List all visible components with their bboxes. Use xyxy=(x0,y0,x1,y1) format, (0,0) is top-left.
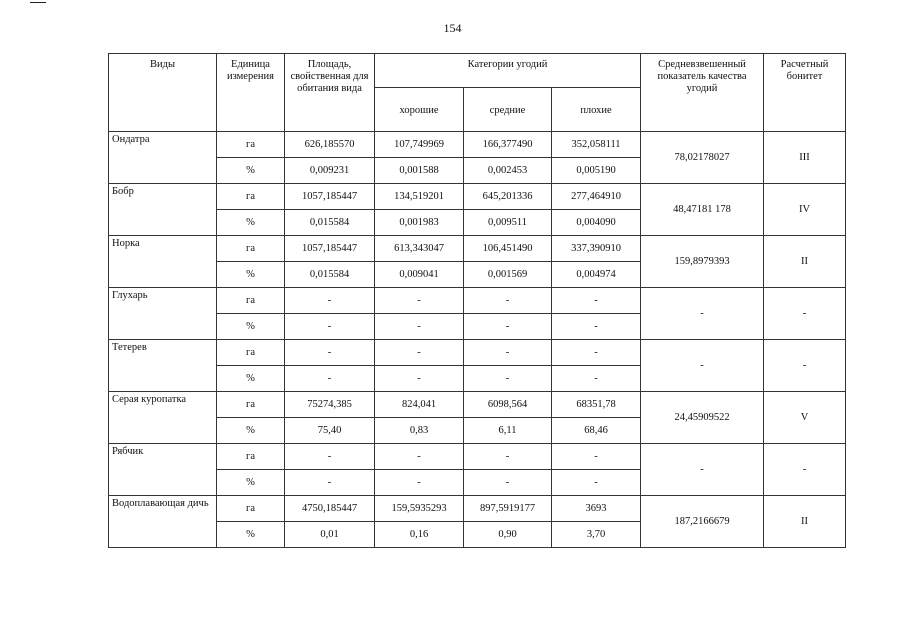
bad-cell: 3693 xyxy=(552,496,641,522)
table-row xyxy=(109,132,846,158)
medium-cell: 166,377490 xyxy=(464,132,552,158)
table-row xyxy=(109,444,846,470)
good-cell: 159,5935293 xyxy=(375,496,464,522)
header-categories: Категории угодий xyxy=(375,54,641,88)
bad-cell: 352,058111 xyxy=(552,132,641,158)
medium-cell: 0,009511 xyxy=(464,210,552,236)
header-area: Площадь, свойственная для обитания вида xyxy=(285,54,375,132)
unit-cell: га xyxy=(217,496,285,522)
unit-cell: га xyxy=(217,392,285,418)
bad-cell: - xyxy=(552,288,641,314)
area-cell: 75,40 xyxy=(285,418,375,444)
good-cell: - xyxy=(375,340,464,366)
area-cell: 0,009231 xyxy=(285,158,375,184)
area-cell: - xyxy=(285,340,375,366)
avg-quality-cell: - xyxy=(641,288,764,340)
bonitet-cell: - xyxy=(764,444,846,496)
area-cell: 0,01 xyxy=(285,522,375,548)
avg-quality-cell: - xyxy=(641,340,764,392)
good-cell: 0,16 xyxy=(375,522,464,548)
table-row xyxy=(109,392,846,418)
medium-cell: 645,201336 xyxy=(464,184,552,210)
bad-cell: 0,005190 xyxy=(552,158,641,184)
avg-quality-cell: 187,2166679 xyxy=(641,496,764,548)
header-unit: Единица измерения xyxy=(217,54,285,132)
bad-cell: - xyxy=(552,470,641,496)
header-medium: средние xyxy=(464,88,552,132)
table-row xyxy=(109,184,846,210)
area-cell: - xyxy=(285,314,375,340)
medium-cell: - xyxy=(464,314,552,340)
area-cell: - xyxy=(285,444,375,470)
area-cell: - xyxy=(285,366,375,392)
good-cell: 0,001588 xyxy=(375,158,464,184)
bad-cell: - xyxy=(552,366,641,392)
unit-cell: га xyxy=(217,236,285,262)
header-bonitet: Расчетный бонитет xyxy=(764,54,846,132)
bad-cell: 68,46 xyxy=(552,418,641,444)
unit-cell: % xyxy=(217,522,285,548)
good-cell: - xyxy=(375,288,464,314)
area-cell: 0,015584 xyxy=(285,210,375,236)
species-name: Бобр xyxy=(109,184,217,236)
corner-mark xyxy=(30,2,46,3)
avg-quality-cell: 48,47181 178 xyxy=(641,184,764,236)
habitat-quality-table xyxy=(108,53,846,548)
bonitet-cell: IV xyxy=(764,184,846,236)
medium-cell: 0,001569 xyxy=(464,262,552,288)
area-cell: 4750,185447 xyxy=(285,496,375,522)
species-name: Тетерев xyxy=(109,340,217,392)
avg-quality-cell: - xyxy=(641,444,764,496)
area-cell: 75274,385 xyxy=(285,392,375,418)
bad-cell: 0,004974 xyxy=(552,262,641,288)
unit-cell: га xyxy=(217,184,285,210)
bad-cell: 337,390910 xyxy=(552,236,641,262)
unit-cell: % xyxy=(217,314,285,340)
bad-cell: - xyxy=(552,314,641,340)
bad-cell: 0,004090 xyxy=(552,210,641,236)
area-cell: 0,015584 xyxy=(285,262,375,288)
unit-cell: га xyxy=(217,132,285,158)
area-cell: - xyxy=(285,470,375,496)
medium-cell: - xyxy=(464,470,552,496)
medium-cell: 6098,564 xyxy=(464,392,552,418)
table-row xyxy=(109,288,846,314)
species-name: Ондатра xyxy=(109,132,217,184)
bonitet-cell: II xyxy=(764,236,846,288)
bad-cell: 3,70 xyxy=(552,522,641,548)
table-row xyxy=(109,236,846,262)
unit-cell: % xyxy=(217,262,285,288)
medium-cell: - xyxy=(464,444,552,470)
unit-cell: га xyxy=(217,444,285,470)
medium-cell: - xyxy=(464,288,552,314)
header-species: Виды xyxy=(109,54,217,132)
good-cell: - xyxy=(375,366,464,392)
header-bad: плохие xyxy=(552,88,641,132)
good-cell: 0,009041 xyxy=(375,262,464,288)
header-good: хорошие xyxy=(375,88,464,132)
bonitet-cell: II xyxy=(764,496,846,548)
unit-cell: % xyxy=(217,158,285,184)
good-cell: 134,519201 xyxy=(375,184,464,210)
bonitet-cell: - xyxy=(764,288,846,340)
good-cell: - xyxy=(375,314,464,340)
table-row xyxy=(109,496,846,522)
area-cell: 1057,185447 xyxy=(285,236,375,262)
good-cell: - xyxy=(375,444,464,470)
unit-cell: % xyxy=(217,366,285,392)
good-cell: 613,343047 xyxy=(375,236,464,262)
page-number: 154 xyxy=(443,21,462,35)
unit-cell: % xyxy=(217,470,285,496)
medium-cell: 897,5919177 xyxy=(464,496,552,522)
table-body xyxy=(109,132,846,548)
avg-quality-cell: 159,8979393 xyxy=(641,236,764,288)
species-name: Водоплавающая дичь xyxy=(109,496,217,548)
species-name: Рябчик xyxy=(109,444,217,496)
species-name: Норка xyxy=(109,236,217,288)
bad-cell: - xyxy=(552,444,641,470)
species-name: Серая куропатка xyxy=(109,392,217,444)
bonitet-cell: V xyxy=(764,392,846,444)
table-row xyxy=(109,340,846,366)
area-cell: - xyxy=(285,288,375,314)
good-cell: - xyxy=(375,470,464,496)
medium-cell: - xyxy=(464,366,552,392)
medium-cell: 0,90 xyxy=(464,522,552,548)
bad-cell: - xyxy=(552,340,641,366)
unit-cell: га xyxy=(217,288,285,314)
area-cell: 1057,185447 xyxy=(285,184,375,210)
bonitet-cell: III xyxy=(764,132,846,184)
unit-cell: % xyxy=(217,210,285,236)
good-cell: 0,001983 xyxy=(375,210,464,236)
header-avg-quality: Средневзвешенный показатель качества угодий xyxy=(641,54,764,132)
good-cell: 107,749969 xyxy=(375,132,464,158)
unit-cell: га xyxy=(217,340,285,366)
medium-cell: 0,002453 xyxy=(464,158,552,184)
area-cell: 626,185570 xyxy=(285,132,375,158)
bonitet-cell: - xyxy=(764,340,846,392)
bad-cell: 277,464910 xyxy=(552,184,641,210)
medium-cell: - xyxy=(464,340,552,366)
medium-cell: 106,451490 xyxy=(464,236,552,262)
good-cell: 0,83 xyxy=(375,418,464,444)
unit-cell: % xyxy=(217,418,285,444)
bad-cell: 68351,78 xyxy=(552,392,641,418)
medium-cell: 6,11 xyxy=(464,418,552,444)
avg-quality-cell: 24,45909522 xyxy=(641,392,764,444)
avg-quality-cell: 78,02178027 xyxy=(641,132,764,184)
good-cell: 824,041 xyxy=(375,392,464,418)
species-name: Глухарь xyxy=(109,288,217,340)
